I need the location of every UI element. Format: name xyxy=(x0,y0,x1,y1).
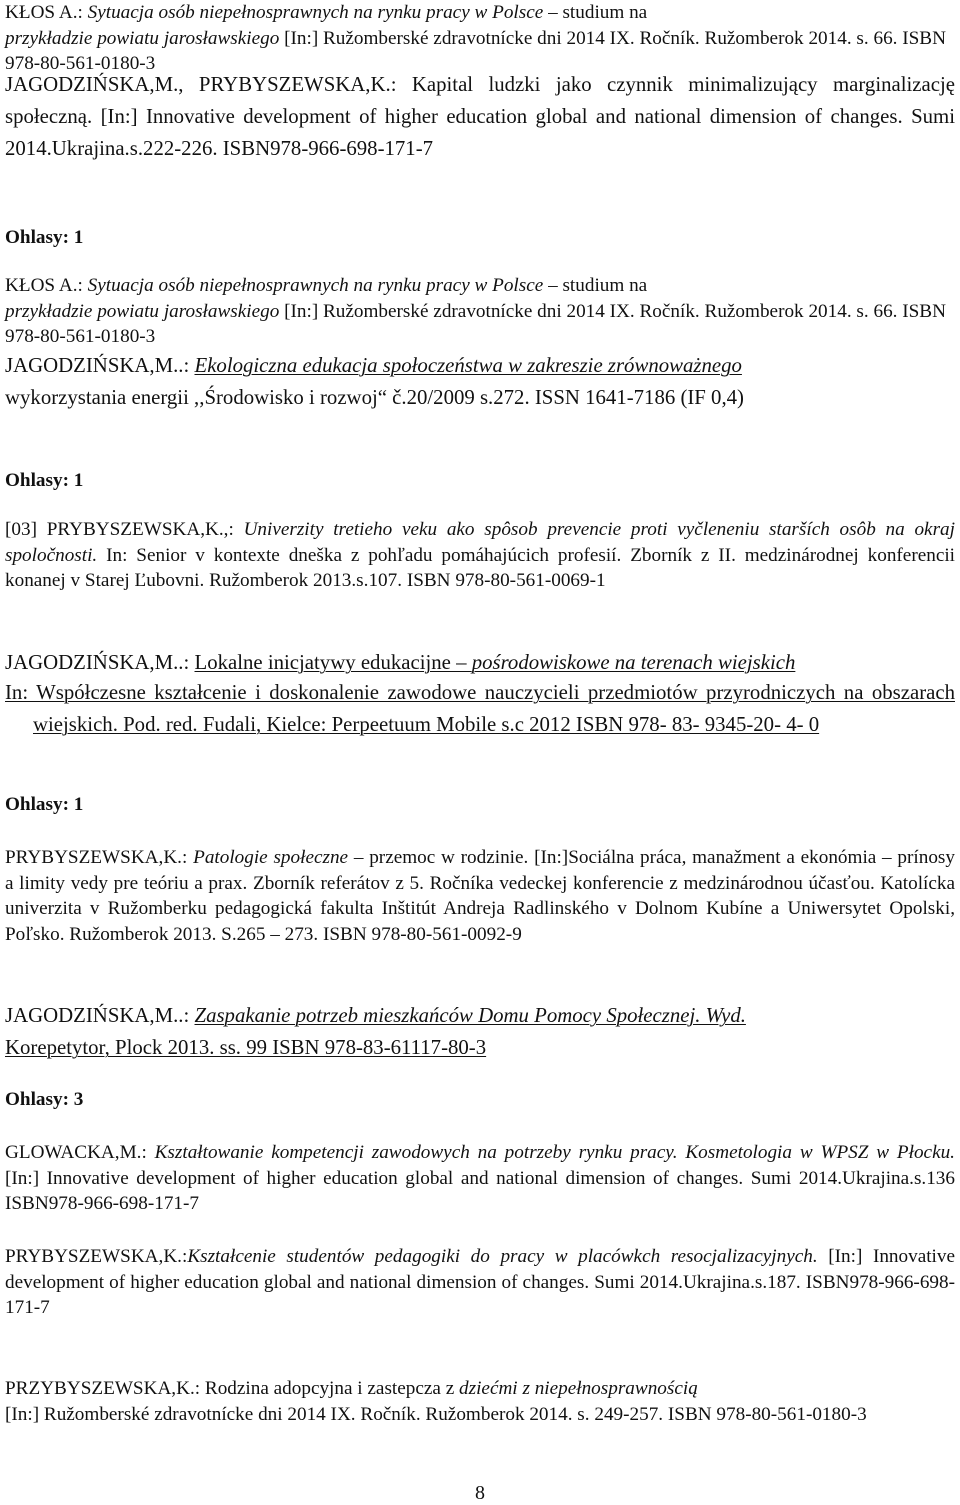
citation-6-author: JAGODZIŃSKA,M.. xyxy=(5,651,184,674)
citation-11-title-italic: dziećmi z niepełnosprawnością xyxy=(459,1378,698,1399)
citation-6-title: Lokalne inicjatywy edukacijne – xyxy=(194,651,472,674)
citation-5: [03] PRYBYSZEWSKA,K.,: Univerzity tretieho veku ako spôsob prevencie proti vyčleneniu starších osôb na okraj spoločnosti. In: Senior v kontexte dneška z pohľadu pomáhajúcich profesií. Zborník z II. medzinárodnej konferencii konanej v Starej Ľubovni. Ružomberok 2013.s.107. ISBN 978-80-561-0069-1 xyxy=(5,519,955,591)
citation-5-source: In: Senior v kontexte dneška z pohľadu pomáhajúcich profesií. Zborník z II. medzinárodnej konferencii konanej v Starej Ľubovni. Ružomberok 2013.s.107. ISBN 978-80-561-0069-1 xyxy=(5,544,955,591)
citation-4-author: JAGODZIŃSKA,M.. xyxy=(5,354,184,377)
citation-1-source: [In:] Ružomberské zdravotnícke dni 2014 IX. Ročník. Ružomberok 2014. s. 66. ISBN 978-80-561-0180-3 xyxy=(5,27,946,74)
citation-10-source: [In:] Innovative development of higher education global and national dimension of changes. Sumi 2014.Ukrajina.s.187. ISBN978-966-698-171-7 xyxy=(5,1246,955,1318)
citation-4-source: wykorzystania energii ,,Środowisko i rozwoj“ č.20/2009 s.272. ISSN 1641-7186 (IF 0,4) xyxy=(5,386,744,409)
citation-11: PRZYBYSZEWSKA,K.: Rodzina adopcyjna i zastepcza z dziećmi z niepełnosprawnością [In:] Ružomberské zdravotnícke dni 2014 IX. Ročník. Ružomberok 2014. s. 249-257. ISBN 978-80-561-0180-3 xyxy=(5,1378,867,1425)
citation-8-source: Korepetytor, Plock 2013. ss. 99 ISBN 978-83-61117-80-3 xyxy=(5,1036,487,1059)
citation-7-author: PRYBYSZEWSKA,K. xyxy=(5,847,182,868)
citation-7: PRYBYSZEWSKA,K.: Patologie społeczne – przemoc w rodzinie. [In:]Sociálna práca, manažment a ekonómia – prínosy a limity vedy pre teóriu a prax. Zborník referátov z 5. Ročníka vedeckej konferencie z medzinárodnou účasťou. Katolícka univerzita v Ružomberku pedagogická fakulta Inštitút Andreja Radlinského v Dolnom Kubíne a Uniwersytet Opolski, Poľsko. Ružomberok 2013. S.265 – 273. ISBN 978-80-561-0092-9 xyxy=(5,847,955,945)
citation-10: PRYBYSZEWSKA,K.:Kształcenie studentów pedagogiki do pracy w placówkch resocjalizacyjnych. [In:] Innovative development of higher education global and national dimension of changes. Sumi 2014.Ukrajina.s.187. ISBN978-966-698-171-7 xyxy=(5,1246,955,1318)
page-number: 8 xyxy=(475,1482,485,1504)
citation-3-source: [In:] Ružomberské zdravotnícke dni 2014 IX. Ročník. Ružomberok 2014. s. 66. ISBN 978-80-561-0180-3 xyxy=(5,300,946,347)
ohlasy-heading-4: Ohlasy: 3 xyxy=(5,1089,84,1110)
citation-10-title: Kształcenie studentów pedagogiki do pracy w placówkch resocjalizacyjnych. xyxy=(187,1246,818,1267)
citation-8: JAGODZIŃSKA,M..: Zaspakanie potrzeb mieszkańców Domu Pomocy Społecznej. Wyd. Korepetytor, Plock 2013. ss. 99 ISBN 978-83-61117-80-3 xyxy=(5,1004,746,1059)
citation-2-title: Kapital ludzki jako czynnik minimalizujący marginalizację społeczną. xyxy=(5,73,955,128)
citation-7-source: – przemoc w rodzinie. [In:]Sociálna práca, manažment a ekonómia – prínosy a limity vedy pre teóriu a prax. Zborník referátov z 5. Ročníka vedeckej konferencie z medzinárodnou účasťou. Katolícka univerzita v Ružomberku pedagogická fakulta Inštitút Andreja Radlinského v Dolnom Kubíne a Uniwersytet Opolski, Poľsko. Ružomberok 2013. S.265 – 273. ISBN 978-80-561-0092-9 xyxy=(5,847,955,945)
citation-9-source: [In:] Innovative development of higher education global and national dimension of changes. Sumi 2014.Ukrajina.s.136 ISBN978-966-698-171-7 xyxy=(5,1167,955,1214)
citation-3-title-cont: przykładzie powiatu jarosławskiego xyxy=(5,300,280,322)
citation-1-author: KŁOS A. xyxy=(5,2,78,23)
citation-8-author: JAGODZIŃSKA,M.. xyxy=(5,1004,184,1027)
citation-9: GLOWACKA,M.: Kształtowanie kompetencji zawodowych na potrzeby rynku pracy. Kosmetologia w WPSZ w Płocku. [In:] Innovative development of higher education global and national dimension of changes. Sumi 2014.Ukrajina.s.136 ISBN978-966-698-171-7 xyxy=(5,1142,955,1214)
citation-6-title-italic: pośrodowiskowe na terenach wiejskich xyxy=(471,651,796,674)
citation-8-title: Zaspakanie potrzeb mieszkańców Domu Pomocy Społecznej. Wyd. xyxy=(194,1004,746,1027)
citation-3-title: Sytuacja osób niepełnosprawnych na rynku pracy w Polsce xyxy=(87,275,544,296)
citation-9-author: GLOWACKA,M. xyxy=(5,1142,142,1163)
citation-9-title: Kształtowanie kompetencji zawodowych na potrzeby rynku pracy. Kosmetologia w WPSZ w Płocku. xyxy=(154,1142,955,1163)
citation-6-line-1: JAGODZIŃSKA,M..: Lokalne inicjatywy edukacijne – pośrodowiskowe na terenach wiejskich xyxy=(5,651,796,674)
citation-2-source: [In:] Innovative development of higher education global and national dimension of changes. Sumi 2014.Ukrajina.s.222-226. ISBN978-966-698-171-7 xyxy=(5,105,955,160)
citation-1-title: Sytuacja osób niepełnosprawnych na rynku pracy w Polsce xyxy=(87,2,544,23)
citation-1: KŁOS A.: Sytuacja osób niepełnosprawnych na rynku pracy w Polsce – studium na przykładzie powiatu jarosławskiego [In:] Ružomberské zdravotnícke dni 2014 IX. Ročník. Ružomberok 2014. s. 66. ISBN 978-80-561-0180-3 xyxy=(5,2,946,74)
citation-5-author: [03] PRYBYSZEWSKA,K., xyxy=(5,519,229,540)
citation-6-source: In: Współczesne kształcenie i doskonalenie zawodowe nauczycieli przedmiotów przyrodniczych na obszarach wiejskich. Pod. red. Fudali, Kielce: Perpeetuum Mobile s.c 2012 ISBN 978- 83- 9345-20- 4- 0 xyxy=(5,681,955,736)
citation-11-source: [In:] Ružomberské zdravotnícke dni 2014 IX. Ročník. Ružomberok 2014. s. 249-257. ISBN 978-80-561-0180-3 xyxy=(5,1403,867,1425)
citation-3: KŁOS A.: Sytuacja osób niepełnosprawnych na rynku pracy w Polsce – studium na przykładzie powiatu jarosławskiego [In:] Ružomberské zdravotnícke dni 2014 IX. Ročník. Ružomberok 2014. s. 66. ISBN 978-80-561-0180-3 xyxy=(5,275,946,347)
citation-3-author: KŁOS A. xyxy=(5,275,78,296)
ohlasy-heading-3: Ohlasy: 1 xyxy=(5,794,84,815)
citation-7-title: Patologie społeczne xyxy=(193,847,349,868)
citation-2: JAGODZIŃSKA,M., PRYBYSZEWSKA,K.: Kapital ludzki jako czynnik minimalizujący marginalizację społeczną. [In:] Innovative development of higher education global and national dimension of changes. Sumi 2014.Ukrajina.s.222-226. ISBN978-966-698-171-7 xyxy=(5,73,955,160)
ohlasy-heading-2: Ohlasy: 1 xyxy=(5,470,84,491)
citation-4: JAGODZIŃSKA,M..: Ekologiczna edukacja społoczeństwa w zakreszie zrównoważnego wykorzystania energii ,,Środowisko i rozwoj“ č.20/2009 s.272. ISSN 1641-7186 (IF 0,4) xyxy=(5,354,744,409)
citation-11-author: PRZYBYSZEWSKA,K. xyxy=(5,1378,195,1399)
ohlasy-heading-1: Ohlasy: 1 xyxy=(5,227,84,248)
citation-5-title: Univerzity tretieho veku ako spôsob prevencie proti vyčleneniu starších osôb na okraj spoločnosti. xyxy=(5,519,955,566)
citation-10-author: PRYBYSZEWSKA,K. xyxy=(5,1246,182,1267)
citation-11-title: Rodzina adopcyjna i zastepcza z xyxy=(204,1378,460,1399)
citation-4-title: Ekologiczna edukacja społoczeństwa w zakreszie zrównoważnego xyxy=(194,354,742,377)
citation-1-title-cont: przykładzie powiatu jarosławskiego xyxy=(5,27,280,49)
citation-2-author: JAGODZIŃSKA,M., PRYBYSZEWSKA,K. xyxy=(5,73,391,96)
